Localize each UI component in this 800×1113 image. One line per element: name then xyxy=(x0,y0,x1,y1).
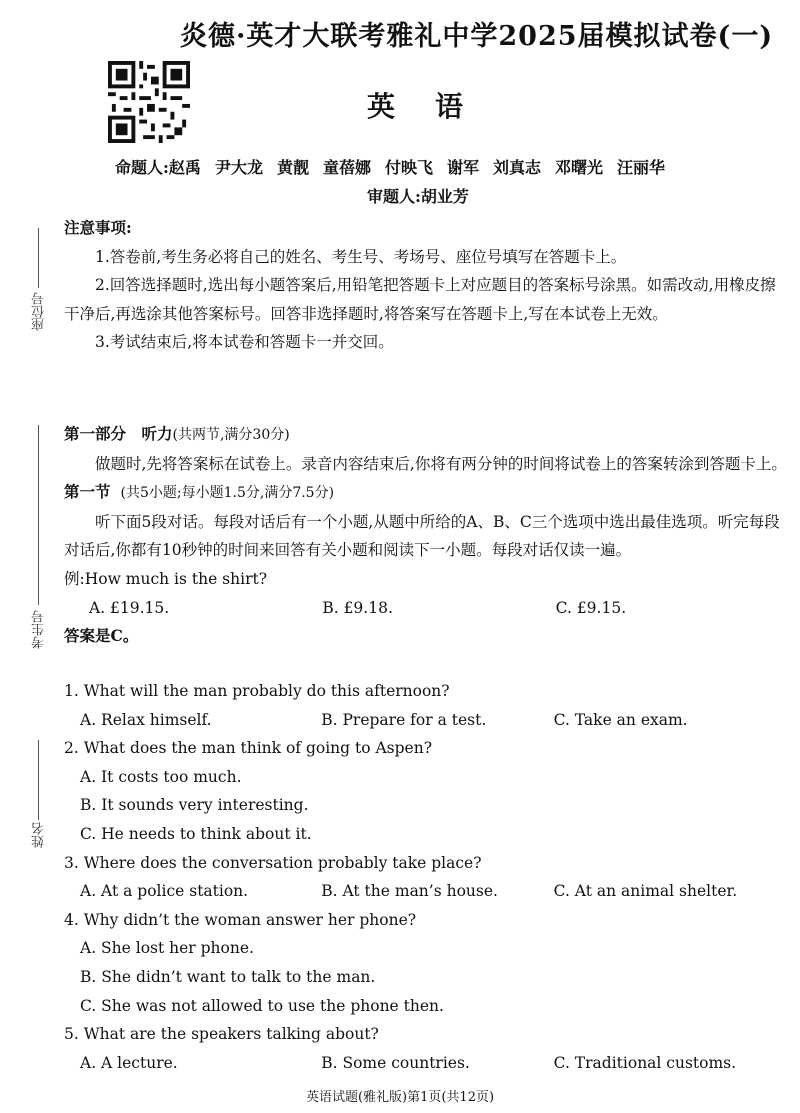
option: C. At an animal shelter. xyxy=(553,882,738,901)
option: A. It costs too much. xyxy=(80,767,242,786)
notice-item: 2.回答选择题时,选出每小题答案后,用铅笔把答题卡上对应题目的答案标号涂黑。如需改动,用橡皮擦干净后,再选涂其他答案标号。回答非选择题时,将答案写在答题卡上,写在本试卷上无效。 xyxy=(64,276,776,323)
subject-title: 英语 xyxy=(367,90,504,123)
question-3-options xyxy=(64,877,789,906)
option: C. Traditional customs. xyxy=(553,1053,737,1072)
author-name: 尹大龙 xyxy=(214,158,263,177)
option: C. He needs to think about it. xyxy=(80,824,312,843)
option: C. Take an exam. xyxy=(553,710,688,729)
exam-no-field-line xyxy=(38,425,39,605)
page-footer: 英语试题(雅礼版)第1页(共12页) xyxy=(305,1090,495,1105)
option: C. She was not allowed to use the phone then. xyxy=(80,996,444,1015)
author-name: 汪丽华 xyxy=(617,158,666,177)
question-5-options xyxy=(64,1049,789,1078)
option: B. Prepare for a test. xyxy=(321,710,487,729)
authors-line xyxy=(115,155,679,178)
example-options xyxy=(64,594,789,623)
author-name: 邓曙光 xyxy=(555,158,604,177)
notice-block xyxy=(64,214,789,357)
option: C. £9.15. xyxy=(555,598,627,617)
exam-title: 炎德·英才大联考雅礼中学2025届模拟试卷(一) xyxy=(180,21,774,52)
option: A. £19.15. xyxy=(89,598,170,617)
part-one-heading: 第一部分 听力(共两节,满分30分) xyxy=(64,424,290,443)
authors-label: 命题人: xyxy=(115,158,169,177)
option: A. At a police station. xyxy=(80,882,249,901)
qr-code-icon xyxy=(108,61,190,143)
question-4: 4. Why didn’t the woman answer her phone? xyxy=(64,910,417,929)
question-5: 5. What are the speakers talking about? xyxy=(64,1025,379,1044)
question-3: 3. Where does the conversation probably take place? xyxy=(64,853,482,872)
questions-block xyxy=(64,677,789,1077)
option: A. A lecture. xyxy=(80,1053,178,1072)
author-name: 谢军 xyxy=(447,158,480,177)
example-question: 例:How much is the shirt? xyxy=(64,569,268,588)
notice-item: 3.考试结束后,将本试卷和答题卡一并交回。 xyxy=(95,333,394,352)
exam-number-label: 考生号 xyxy=(32,610,47,649)
question-2: 2. What does the man think of going to Aspen? xyxy=(64,739,433,758)
option: B. Some countries. xyxy=(321,1053,470,1072)
author-name: 黄靓 xyxy=(276,158,309,177)
section-one-heading: 第一节 (共5小题;每小题1.5分,满分7.5分) xyxy=(64,482,335,502)
option: B. £9.18. xyxy=(322,598,393,617)
question-1: 1. What will the man probably do this afternoon? xyxy=(64,682,450,700)
seat-number-label: 座位号 xyxy=(32,292,47,331)
part-one-block xyxy=(64,420,789,651)
section-one-intro: 听下面5段对话。每段对话后有一个小题,从题中所给的A、B、C三个选项中选出最佳选项。听完每段对话后,你都有10秒钟的时间来回答有关小题和阅读下一小题。每段对话仅读一遍。 xyxy=(64,512,780,560)
option: A. Relax himself. xyxy=(80,710,212,729)
author-name: 赵禹 xyxy=(168,158,201,177)
notice-item: 1.答卷前,考生务必将自己的姓名、考生号、考场号、座位号填写在答题卡上。 xyxy=(95,247,627,266)
option: B. It sounds very interesting. xyxy=(80,796,309,815)
seat-field-line xyxy=(38,228,39,288)
example-answer: 答案是C。 xyxy=(64,626,139,646)
notice-heading: 注意事项: xyxy=(64,218,132,237)
option: A. She lost her phone. xyxy=(80,939,254,958)
reviewer-line: 审题人:胡业芳 xyxy=(367,187,469,206)
name-field-line xyxy=(38,740,39,820)
author-name: 刘真志 xyxy=(493,158,542,177)
option: B. At the man’s house. xyxy=(321,882,498,901)
part-one-intro: 做题时,先将答案标在试卷上。录音内容结束后,你将有两分钟的时间将试卷上的答案转涂到答题卡上。 xyxy=(95,454,787,473)
author-name: 付映飞 xyxy=(384,158,433,177)
student-name-label: 姓名 xyxy=(32,822,47,848)
option: B. She didn’t want to talk to the man. xyxy=(80,967,376,986)
author-name: 童蓓娜 xyxy=(322,158,371,177)
question-1-options xyxy=(64,706,789,735)
